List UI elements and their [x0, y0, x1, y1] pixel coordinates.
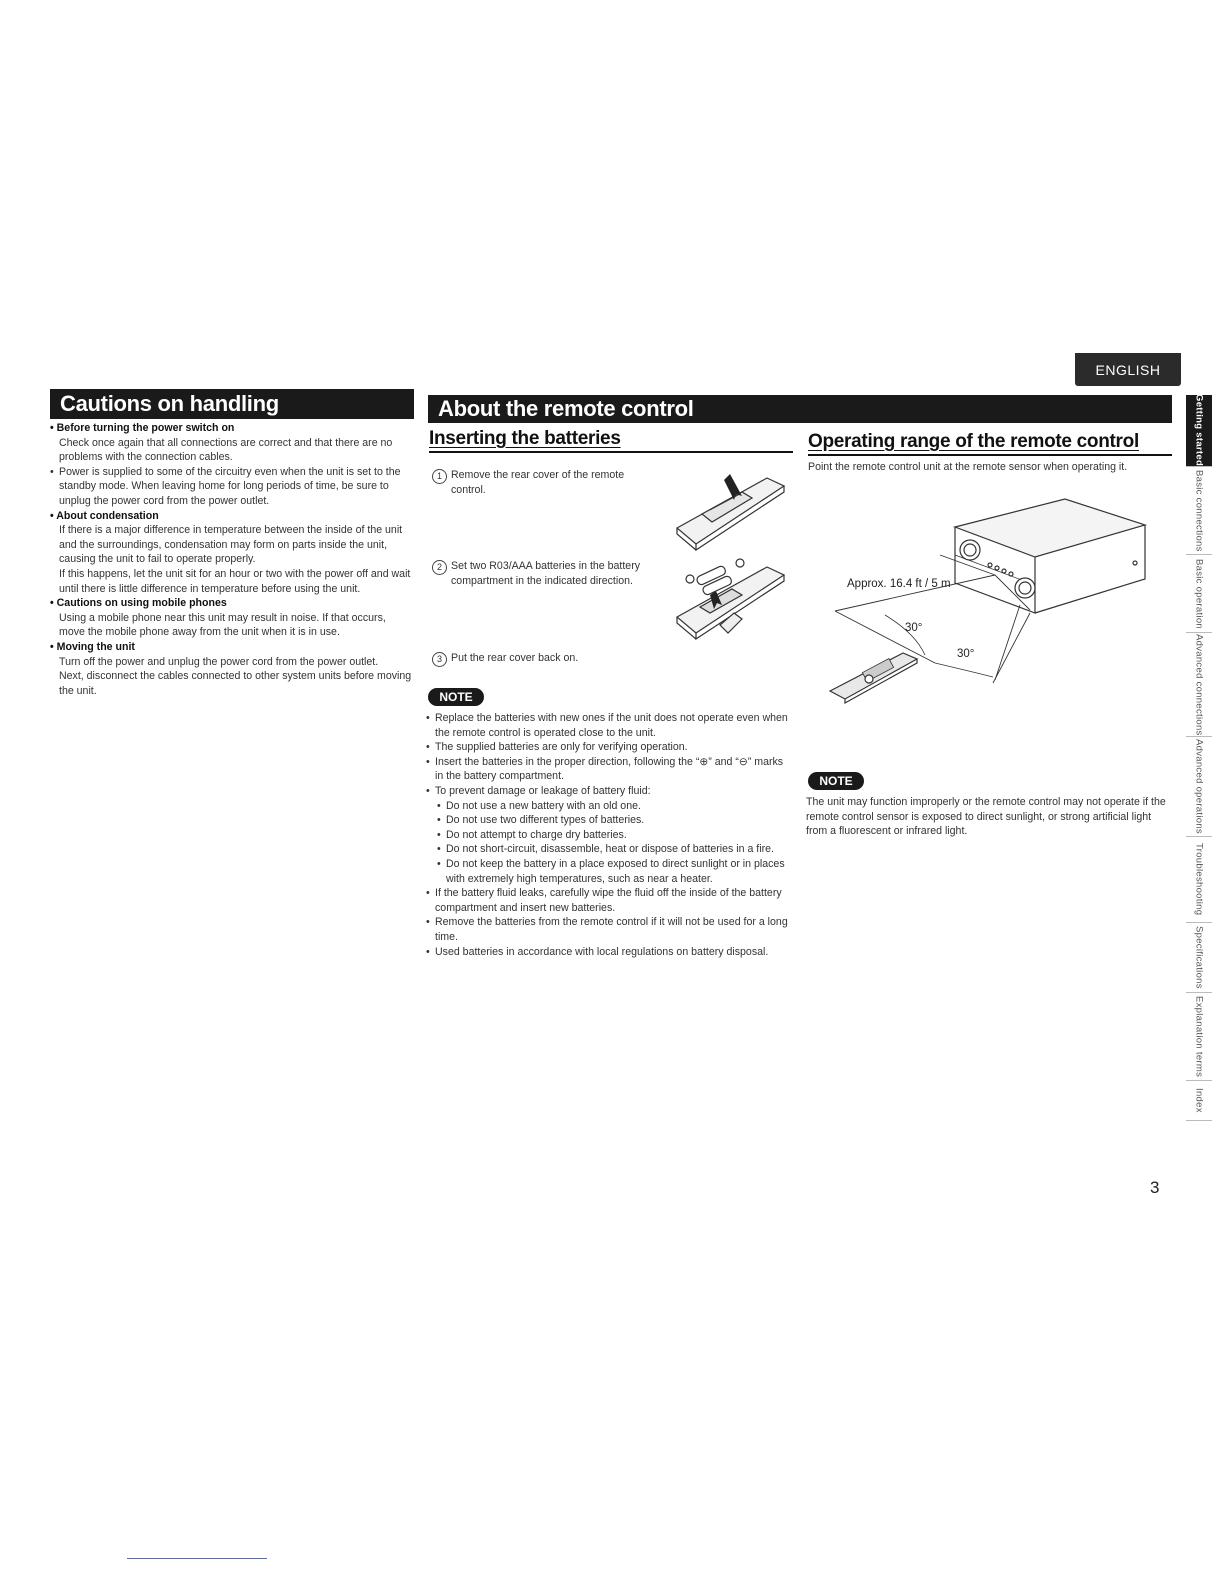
range-note-text: The unit may function improperly or the remote control may not operate if the remote control sensor is exposed to direct sunlight, or strong artificial light from a fluorescent or infrared light. [806, 796, 1166, 838]
battery-step-3 [432, 651, 667, 667]
caution-text: Power is supplied to some of the circuitry even when the unit is set to the standby mode. When leaving home for long periods of time, be sure to unplug the power cord from the power outlet. [59, 465, 401, 507]
caution-item: • Moving the unit Turn off the power and unplug the power cord from the power outlet. Next, disconnect the cables connected to other system units before moving the unit. [50, 640, 412, 697]
step-number: 2 [432, 560, 447, 575]
cautions-title-bar [50, 389, 414, 419]
caution-text: Check once again that all connections are correct and that there are no problems with the connection cables. [59, 436, 393, 464]
step-text: Remove the rear cover of the remote control. [451, 469, 625, 496]
sub-note-item: • Do not short-circuit, disassemble, heat or dispose of batteries in a fire. [437, 842, 792, 857]
inserting-batteries-heading: Inserting the batteries [429, 428, 793, 453]
side-tab-specifications[interactable]: Specifications [1186, 923, 1212, 993]
step-number: 3 [432, 652, 447, 667]
range-distance-label: Approx. 16.4 ft / 5 m [847, 578, 951, 590]
caution-heading: Moving the unit [56, 640, 135, 653]
range-angle-label: 30° [905, 622, 923, 634]
side-tab-getting-started[interactable]: Getting started [1186, 395, 1212, 467]
caution-item: • About condensation If there is a major difference in temperature between the inside of the unit and the surroundings, condensation may form on parts inside the unit, causing the unit to fail to operate properly. If this happens, let the unit sit for an hour or two with the power off and wait until there is little difference in temperature before using the unit. [50, 509, 411, 595]
remote-title: About the remote control [438, 396, 694, 421]
step-text: Put the rear cover back on. [451, 652, 579, 664]
range-angle-label: 30° [957, 648, 975, 660]
remote-title-bar [428, 395, 1172, 423]
caution-text: Turn off the power and unplug the power cord from the power outlet. [59, 655, 379, 668]
sub-note-item: • Do not keep the battery in a place exposed to direct sunlight or in places with extremely high temperatures, such as near a heater. [437, 857, 792, 886]
cautions-title: Cautions on handling [60, 391, 279, 416]
language-tab: ENGLISH [1075, 353, 1181, 386]
note-item: • Replace the batteries with new ones if the unit does not operate even when the remote control is operated close to the unit. [426, 711, 792, 740]
side-tab-basic-operation[interactable]: Basic operation [1186, 555, 1212, 633]
side-tab-troubleshooting[interactable]: Troubleshooting [1186, 837, 1212, 923]
note-item: • If the battery fluid leaks, carefully wipe the fluid off the inside of the battery compartment and insert new batteries. [426, 886, 792, 915]
battery-step-2 [432, 559, 667, 588]
caution-heading: Cautions on using mobile phones [56, 597, 227, 610]
batteries-notes [426, 711, 792, 959]
step-text: Set two R03/AAA batteries in the battery compartment in the indicated direction. [451, 560, 641, 587]
note-item: • To prevent damage or leakage of battery fluid: • Do not use a new battery with an old one. • Do not use two different types of batteries. • Do not attempt to charge dry batteries. • Do not short-circuit, disassemble, heat or dispose of batteries in a fire. • Do not keep the battery in a place exposed to direct sunlight or in places with extremely high temperatures, such as near a heater. [426, 784, 792, 886]
battery-insertion-illustration [672, 555, 792, 647]
cautions-list [50, 421, 412, 698]
battery-step-1 [432, 468, 657, 497]
caution-item: • Before turning the power switch on Check once again that all connections are correct and that there are no problems with the connection cables. [50, 421, 412, 465]
caution-text: Using a mobile phone near this unit may result in noise. If that occurs, move the mobile phone away from the unit when it is in use. [59, 611, 386, 639]
sub-note-item: • Do not use two different types of batteries. [437, 813, 792, 828]
side-nav-tabs [1186, 395, 1212, 1121]
footer-rule [127, 1558, 267, 1559]
caution-text: Next, disconnect the cables connected to other system units before moving the unit. [59, 670, 412, 697]
side-tab-basic-connections[interactable]: Basic connections [1186, 467, 1212, 555]
caution-text: If this happens, let the unit sit for an hour or two with the power off and wait until there is little difference in temperature before using the unit. [59, 567, 411, 595]
operating-range-illustration [825, 495, 1155, 710]
sub-note-item: • Do not attempt to charge dry batteries. [437, 828, 792, 843]
page-number: 3 [1150, 1178, 1160, 1197]
batteries-note-badge: NOTE [428, 688, 484, 706]
operating-range-heading: Operating range of the remote control [808, 431, 1172, 456]
side-tab-advanced-connections[interactable]: Advanced connections [1186, 633, 1212, 737]
side-tab-advanced-operations[interactable]: Advanced operations [1186, 737, 1212, 837]
caution-heading: About condensation [56, 509, 159, 522]
caution-item: • Power is supplied to some of the circuitry even when the unit is set to the standby mode. When leaving home for long periods of time, be sure to unplug the power cord from the power outlet. [50, 465, 412, 509]
side-tab-explanation-terms[interactable]: Explanation terms [1186, 993, 1212, 1081]
operating-range-intro: Point the remote control unit at the remote sensor when operating it. [808, 461, 1128, 473]
note-item: • Used batteries in accordance with local regulations on battery disposal. [426, 945, 792, 960]
caution-text: If there is a major difference in temperature between the inside of the unit and the surroundings, condensation may form on parts inside the unit, causing the unit to fail to operate properly. [59, 524, 403, 566]
caution-heading: Before turning the power switch on [56, 422, 235, 434]
note-item: • The supplied batteries are only for verifying operation. [426, 740, 792, 755]
step-number: 1 [432, 469, 447, 484]
remote-cover-removal-illustration [672, 466, 792, 556]
sub-note-item: • Do not use a new battery with an old one. [437, 799, 792, 814]
side-tab-index[interactable]: Index [1186, 1081, 1212, 1121]
caution-item: • Cautions on using mobile phones Using a mobile phone near this unit may result in noise. If that occurs, move the mobile phone away from the unit when it is in use. [50, 596, 412, 640]
note-item: • Remove the batteries from the remote control if it will not be used for a long time. [426, 915, 792, 944]
range-note-badge: NOTE [808, 772, 864, 790]
note-item: • Insert the batteries in the proper direction, following the “⊕” and “⊖” marks in the battery compartment. [426, 755, 792, 784]
